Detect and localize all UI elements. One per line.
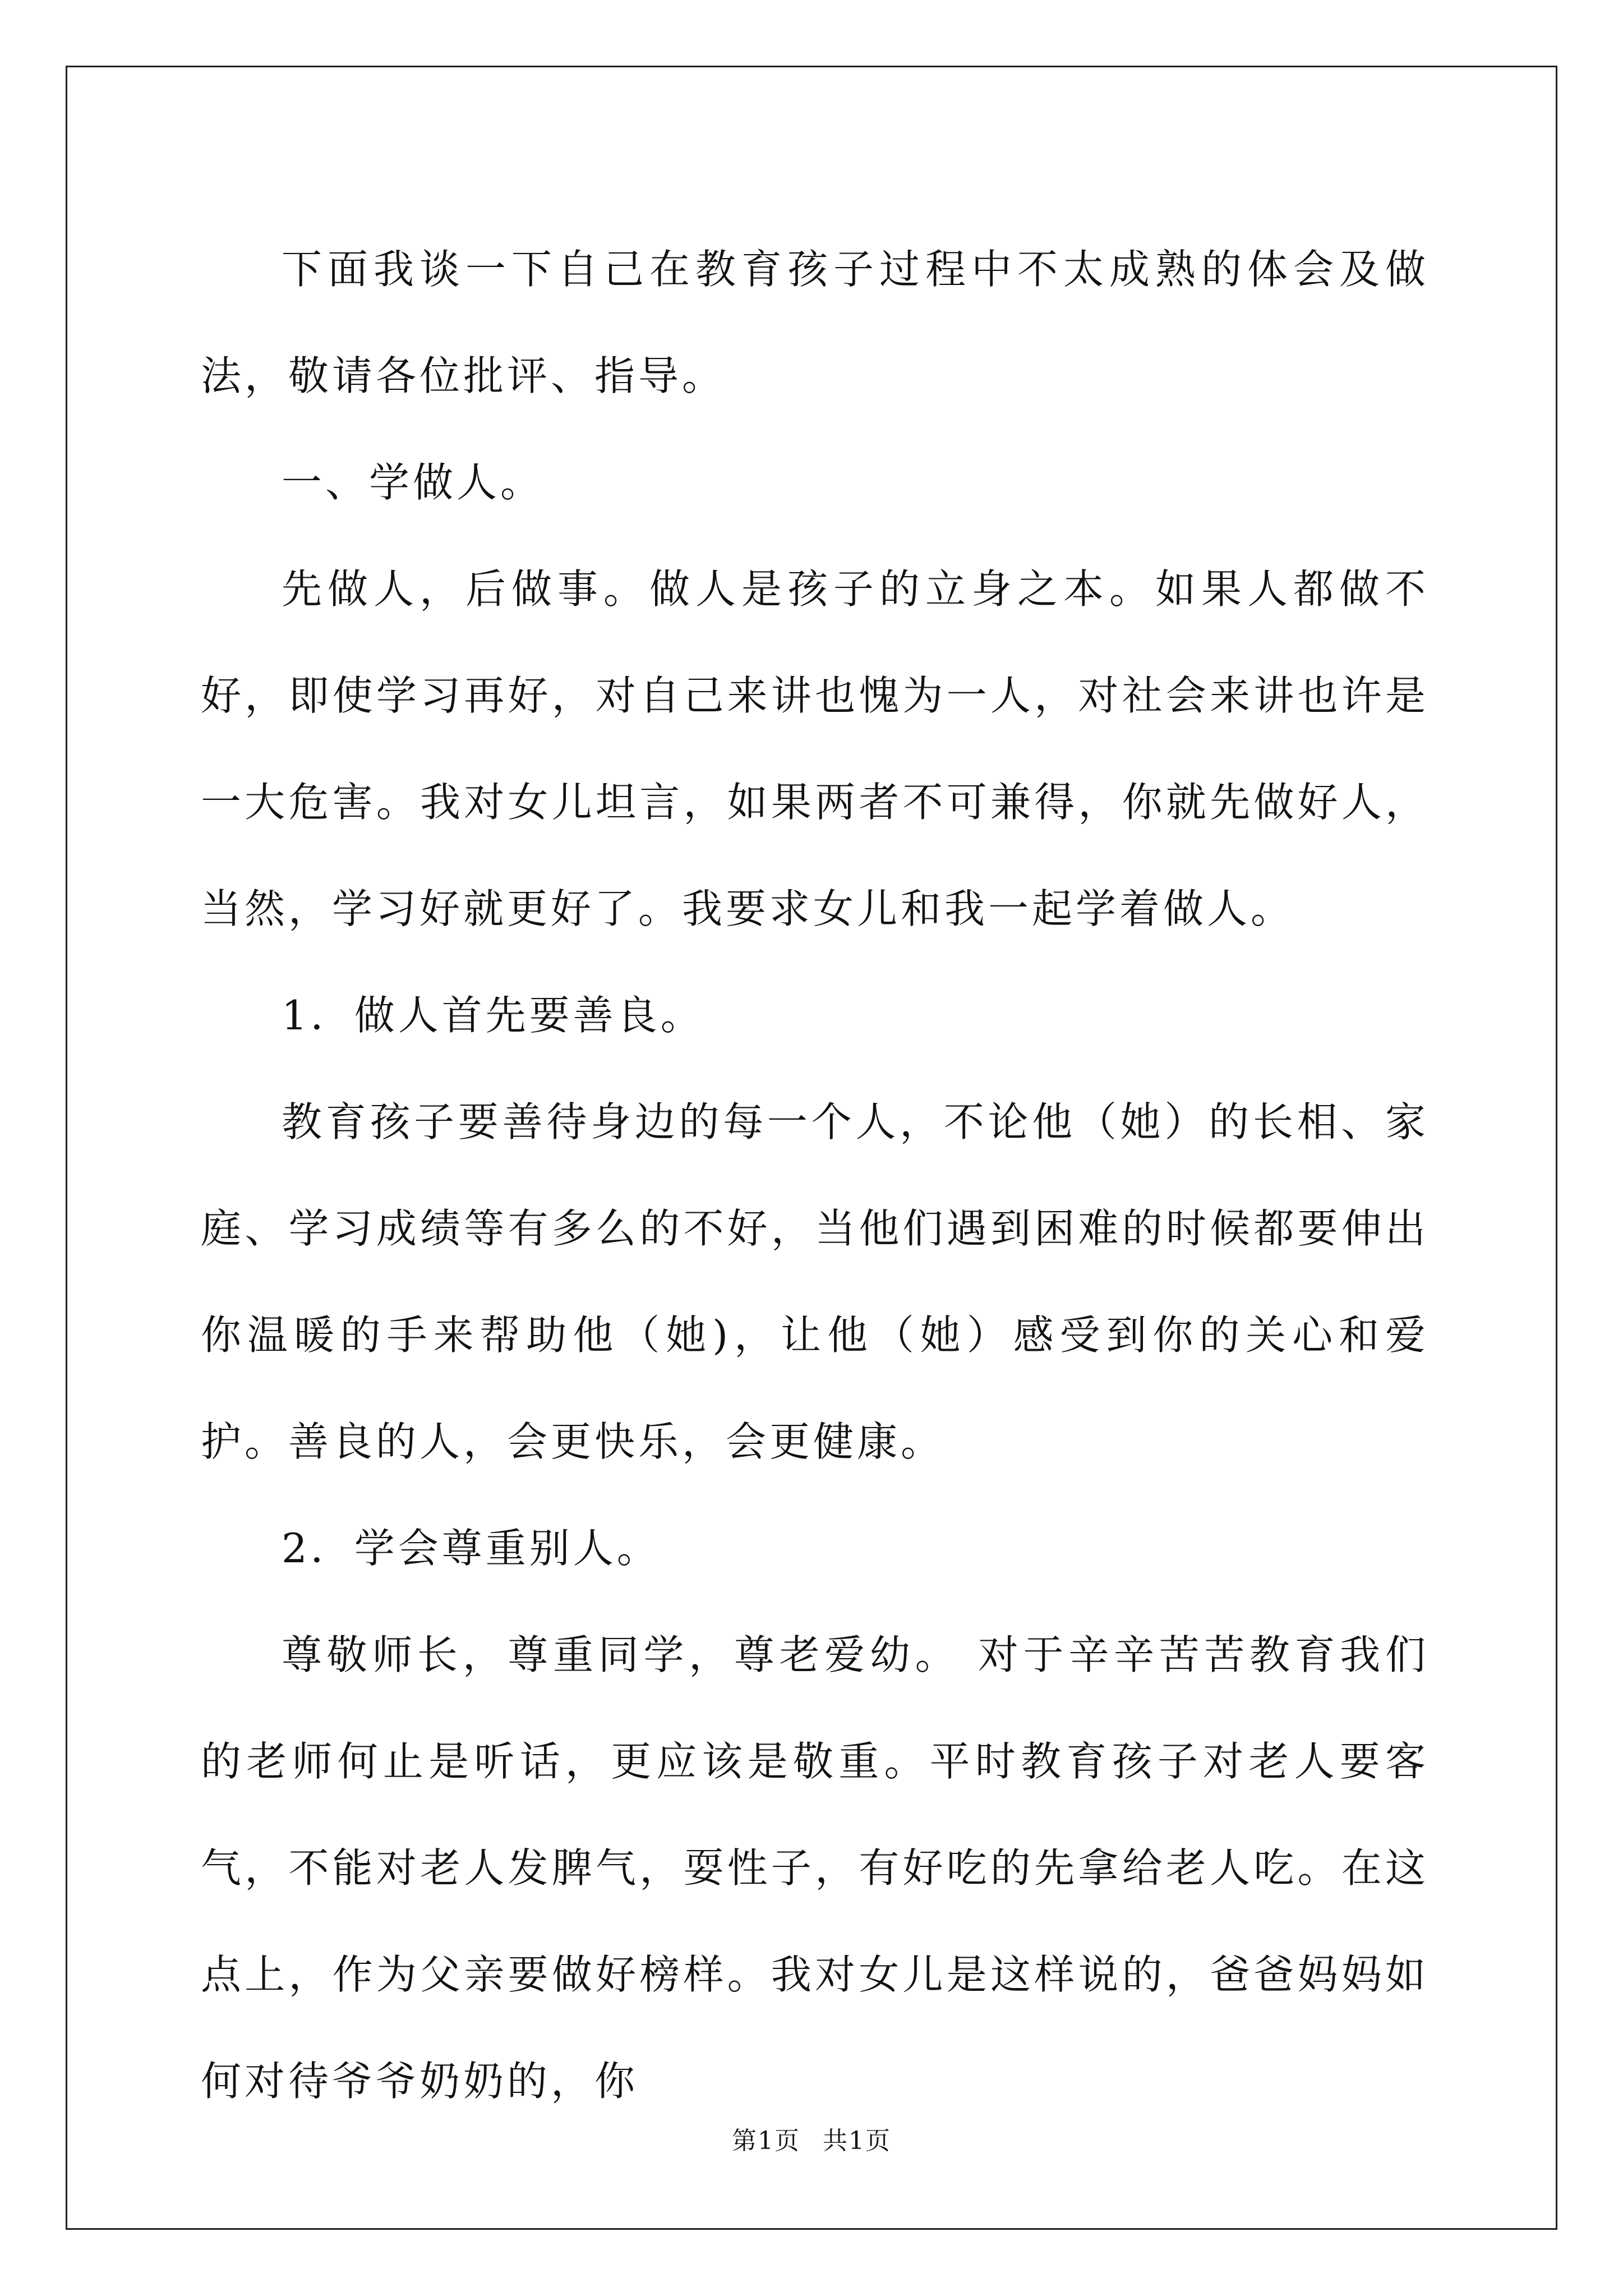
heading-learn-to-be-human: 一、学做人。 [282,459,545,506]
page-number: 第1页 [732,2127,800,2155]
paragraph-intro: 下面我谈一下自己在教育孩子过程中不太成熟的体会及做法，敬请各位批评、指导。 [201,246,1429,399]
paragraph-be-human-first: 先做人，后做事。做人是孩子的立身之本。如果人都做不好，即使学习再好，对自己来讲也愧为一人，对社会来讲也许是一大危害。我对女儿坦言，如果两者不可兼得，你就先做好人，当然，学习好就更好了。我要求女儿和我一起学着做人。 [201,565,1429,932]
document-body [201,216,1429,2134]
page-total: 共1页 [823,2127,891,2155]
subheading-respect: 2．学会尊重别人。 [282,1525,661,1572]
paragraph-kindness: 教育孩子要善待身边的每一个人，不论他（她）的长相、家庭、学习成绩等有多么的不好，当他们遇到困难的时候都要伸出你温暖的手来帮助他（她)，让他（她）感受到你的关心和爱护。善良的人，会更快乐，会更健康。 [201,1098,1429,1465]
page-footer [0,2120,1623,2156]
subheading-kindness: 1．做人首先要善良。 [282,992,704,1039]
paragraph-respect: 尊敬师长，尊重同学，尊老爱幼。 对于辛辛苦苦教育我们的老师何止是听话，更应该是敬重。平时教育孩子对老人要客气，不能对老人发脾气，耍性子，有好吃的先拿给老人吃。在这点上，作为父亲要做好榜样。我对女儿是这样说的，爸爸妈妈如何对待爷爷奶奶的，你 [201,1631,1429,2105]
